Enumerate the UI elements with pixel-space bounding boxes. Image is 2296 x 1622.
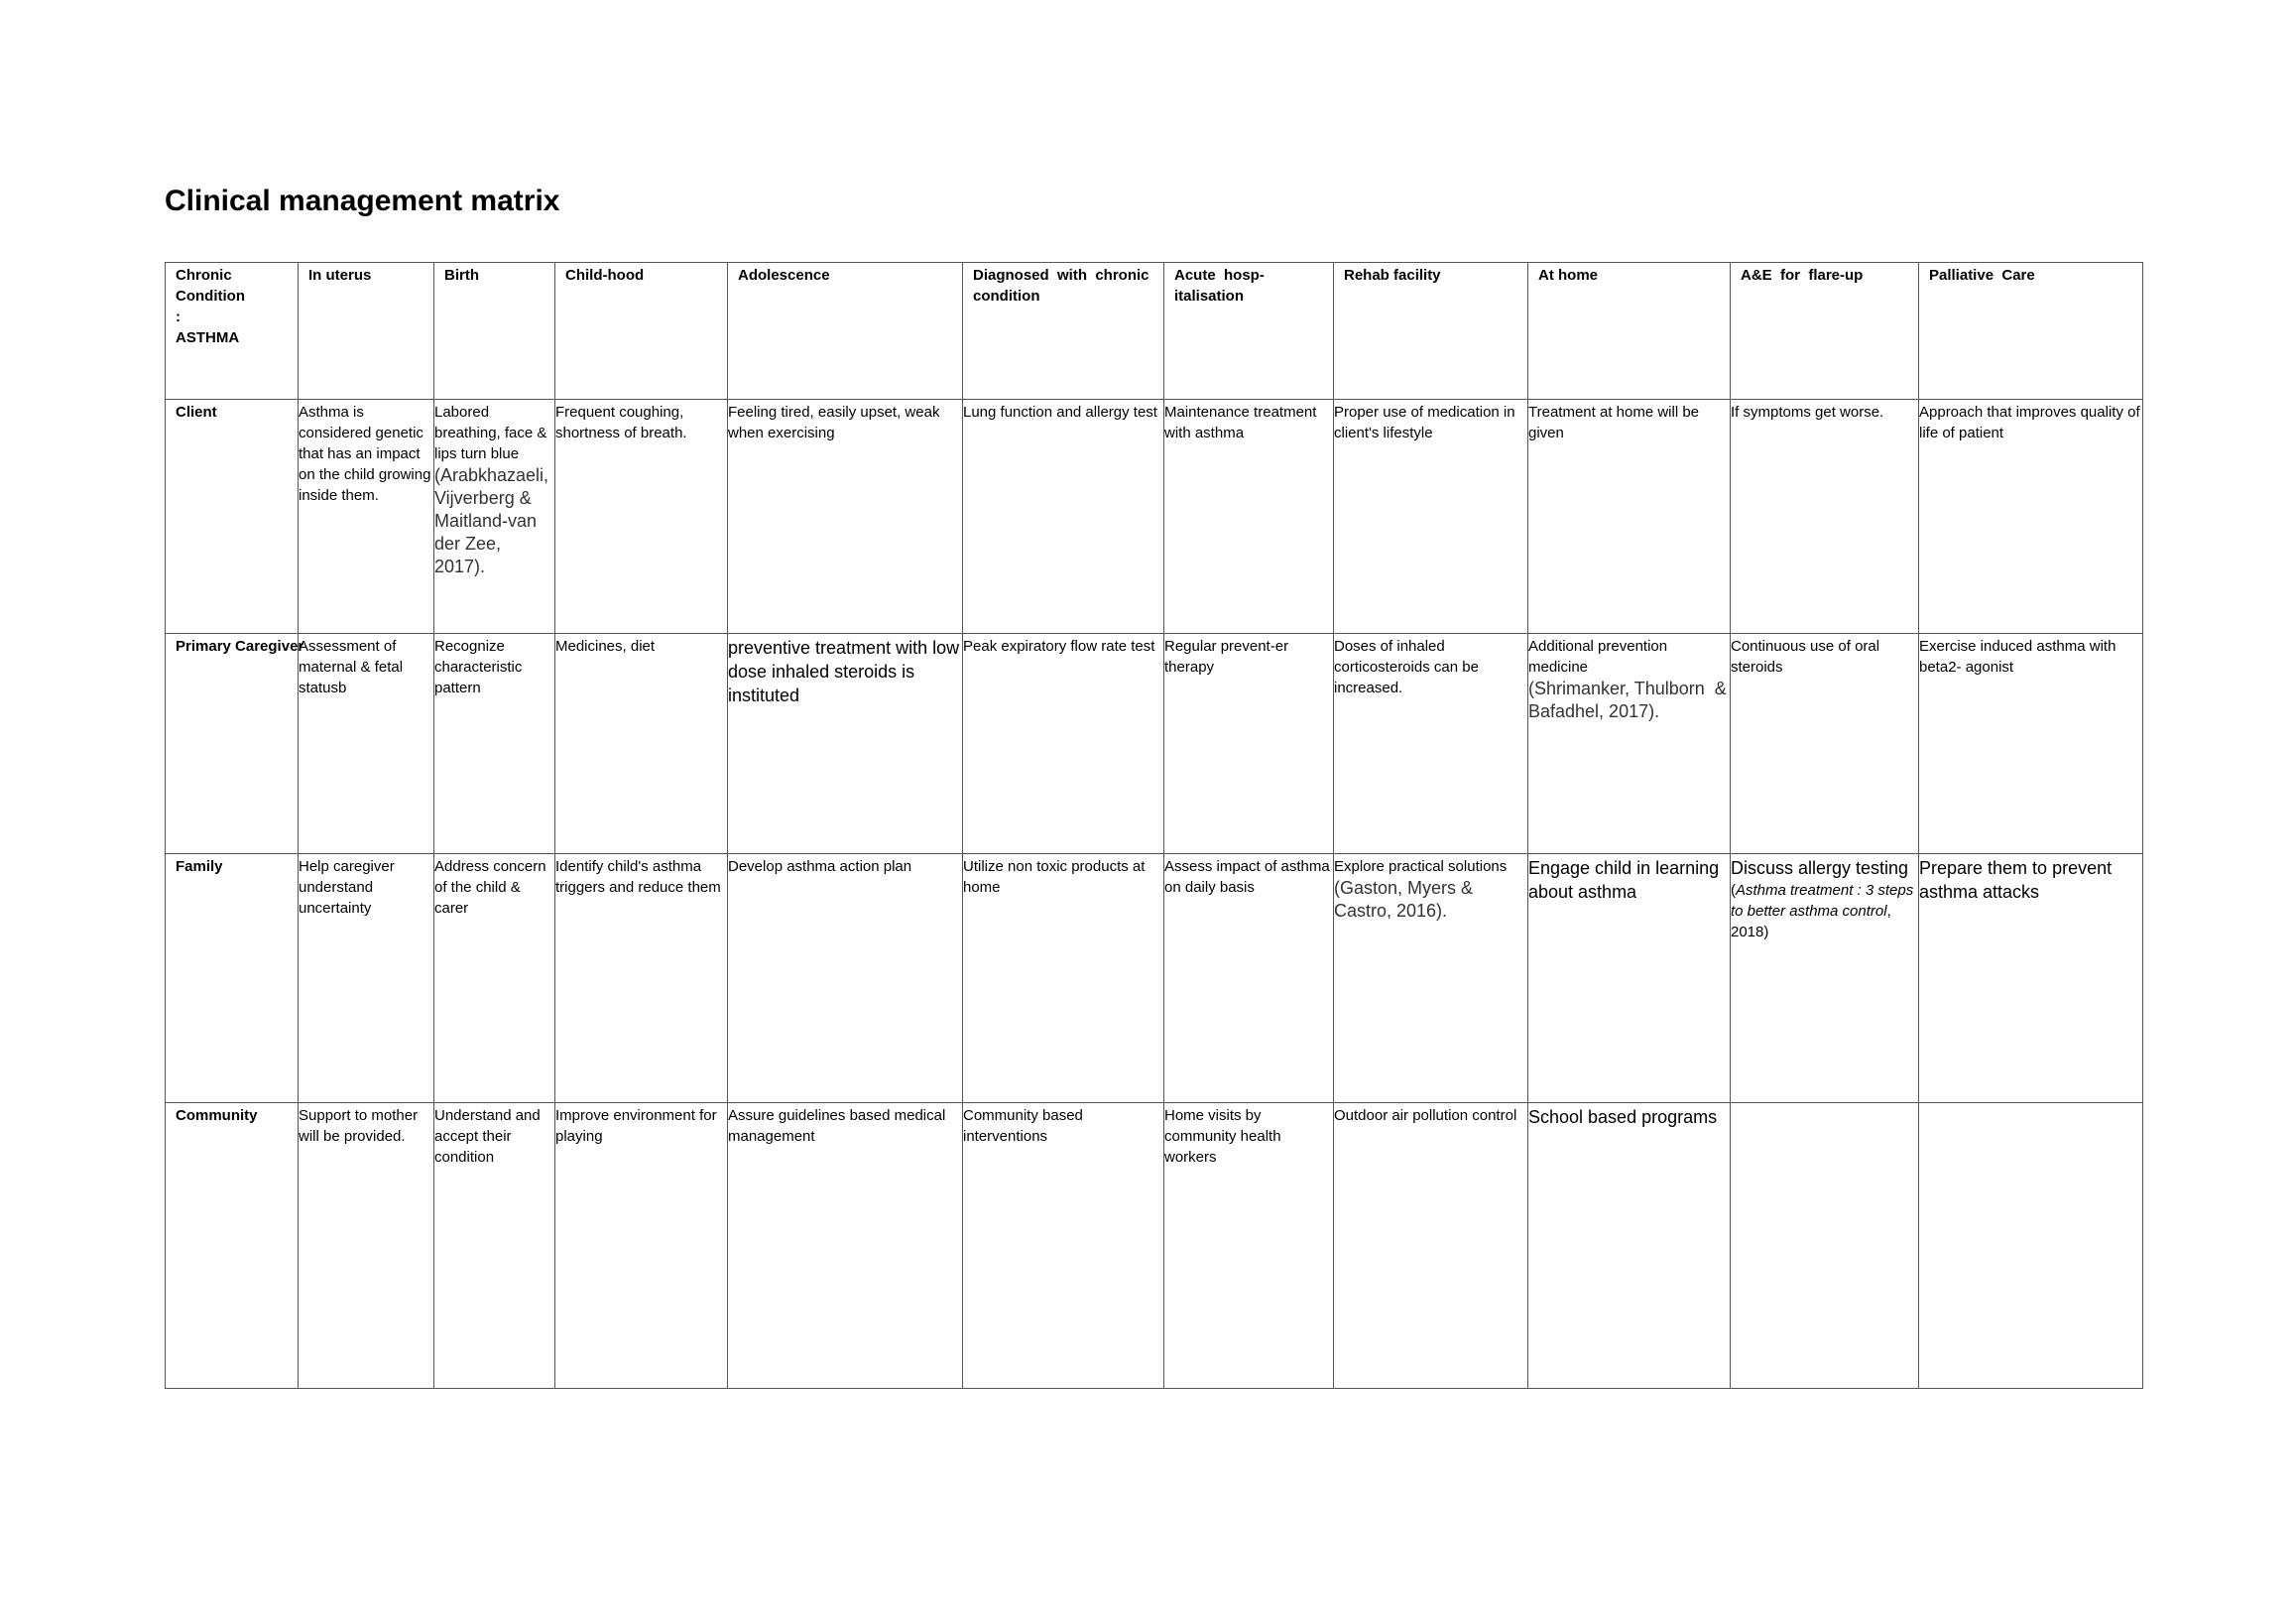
header-childhood: Child-hood: [555, 263, 728, 400]
row-label-client: Client: [166, 400, 299, 634]
cell-client-diagnosed: Lung function and allergy test: [963, 400, 1164, 634]
page-title: Clinical management matrix: [165, 185, 560, 217]
cell-client-birth: Labored breathing, face & lips turn blue (Arabkhazaeli, Vijverberg & Maitland-van der Zee, 2017).: [434, 400, 555, 634]
header-diagnosed: Diagnosed with chronic condition: [963, 263, 1164, 400]
cell-family-adolescence: Develop asthma action plan: [728, 854, 963, 1103]
cell-community-rehab: Outdoor air pollution control: [1334, 1103, 1528, 1389]
cell-caregiver-palliative: Exercise induced asthma with beta2- agonist: [1919, 634, 2143, 854]
cell-community-at-home: School based programs: [1528, 1103, 1731, 1389]
cell-community-acute: Home visits by community health workers: [1164, 1103, 1334, 1389]
cell-client-ae: If symptoms get worse.: [1731, 400, 1919, 634]
citation-gaston: (Gaston, Myers & Castro, 2016).: [1334, 878, 1479, 921]
table-row-family: [166, 854, 2143, 1103]
cell-community-adolescence: Assure guidelines based medical management: [728, 1103, 963, 1389]
cell-client-rehab: Proper use of medication in client's lifestyle: [1334, 400, 1528, 634]
cell-caregiver-acute: Regular prevent-er therapy: [1164, 634, 1334, 854]
cell-community-diagnosed: Community based interventions: [963, 1103, 1164, 1389]
table-row-community: [166, 1103, 2143, 1389]
cell-client-childhood: Frequent coughing, shortness of breath.: [555, 400, 728, 634]
table-row-client: [166, 400, 2143, 634]
cell-community-ae: [1731, 1103, 1919, 1389]
cell-caregiver-in-uterus: Assessment of maternal & fetal statusb: [299, 634, 434, 854]
cell-community-palliative: [1919, 1103, 2143, 1389]
header-condition: Chronic Condition : ASTHMA: [166, 263, 299, 400]
citation-arabkhazaeli: (Arabkhazaeli, Vijverberg & Maitland-van der Zee, 2017).: [434, 465, 554, 576]
row-label-primary-caregiver: Primary Caregiver: [166, 634, 299, 854]
cell-community-childhood: Improve environment for playing: [555, 1103, 728, 1389]
cell-client-at-home: Treatment at home will be given: [1528, 400, 1731, 634]
citation-asthma-treatment: (Asthma treatment : 3 steps to better asthma control, 2018): [1731, 882, 1918, 940]
cell-community-birth: Understand and accept their condition: [434, 1103, 555, 1389]
cell-family-ae: Discuss allergy testing (Asthma treatment : 3 steps to better asthma control, 2018): [1731, 854, 1919, 1103]
cell-family-palliative: Prepare them to prevent asthma attacks: [1919, 854, 2143, 1103]
cell-caregiver-rehab: Doses of inhaled corticosteroids can be increased.: [1334, 634, 1528, 854]
cell-caregiver-at-home: Additional prevention medicine (Shrimanker, Thulborn & Bafadhel, 2017).: [1528, 634, 1731, 854]
cell-family-acute: Assess impact of asthma on daily basis: [1164, 854, 1334, 1103]
header-in-uterus: In uterus: [299, 263, 434, 400]
cell-community-in-uterus: Support to mother will be provided.: [299, 1103, 434, 1389]
header-adolescence: Adolescence: [728, 263, 963, 400]
cell-client-acute: Maintenance treatment with asthma: [1164, 400, 1334, 634]
cell-family-diagnosed: Utilize non toxic products at home: [963, 854, 1164, 1103]
cell-caregiver-childhood: Medicines, diet: [555, 634, 728, 854]
cell-family-childhood: Identify child's asthma triggers and reduce them: [555, 854, 728, 1103]
cell-family-birth: Address concern of the child & carer: [434, 854, 555, 1103]
cell-client-in-uterus: Asthma is considered genetic that has an impact on the child growing inside them.: [299, 400, 434, 634]
header-rehab-facility: Rehab facility: [1334, 263, 1528, 400]
cell-family-at-home: Engage child in learning about asthma: [1528, 854, 1731, 1103]
header-row: [166, 263, 2143, 400]
cell-family-rehab: Explore practical solutions (Gaston, Myers & Castro, 2016).: [1334, 854, 1528, 1103]
row-label-community: Community: [166, 1103, 299, 1389]
header-at-home: At home: [1528, 263, 1731, 400]
header-palliative-care: Palliative Care: [1919, 263, 2143, 400]
header-acute-hospitalisation: Acute hosp- italisation: [1164, 263, 1334, 400]
cell-client-adolescence: Feeling tired, easily upset, weak when exercising: [728, 400, 963, 634]
cell-caregiver-ae: Continuous use of oral steroids: [1731, 634, 1919, 854]
cell-client-palliative: Approach that improves quality of life of patient: [1919, 400, 2143, 634]
cell-caregiver-diagnosed: Peak expiratory flow rate test: [963, 634, 1164, 854]
clinical-matrix-table: [165, 262, 2143, 1389]
cell-caregiver-adolescence: preventive treatment with low dose inhaled steroids is instituted: [728, 634, 963, 854]
table-row-caregiver: [166, 634, 2143, 854]
cell-caregiver-birth: Recognize characteristic pattern: [434, 634, 555, 854]
header-ae-flare-up: A&E for flare-up: [1731, 263, 1919, 400]
row-label-family: Family: [166, 854, 299, 1103]
citation-shrimanker: (Shrimanker, Thulborn & Bafadhel, 2017).: [1528, 679, 1732, 721]
cell-family-in-uterus: Help caregiver understand uncertainty: [299, 854, 434, 1103]
header-birth: Birth: [434, 263, 555, 400]
